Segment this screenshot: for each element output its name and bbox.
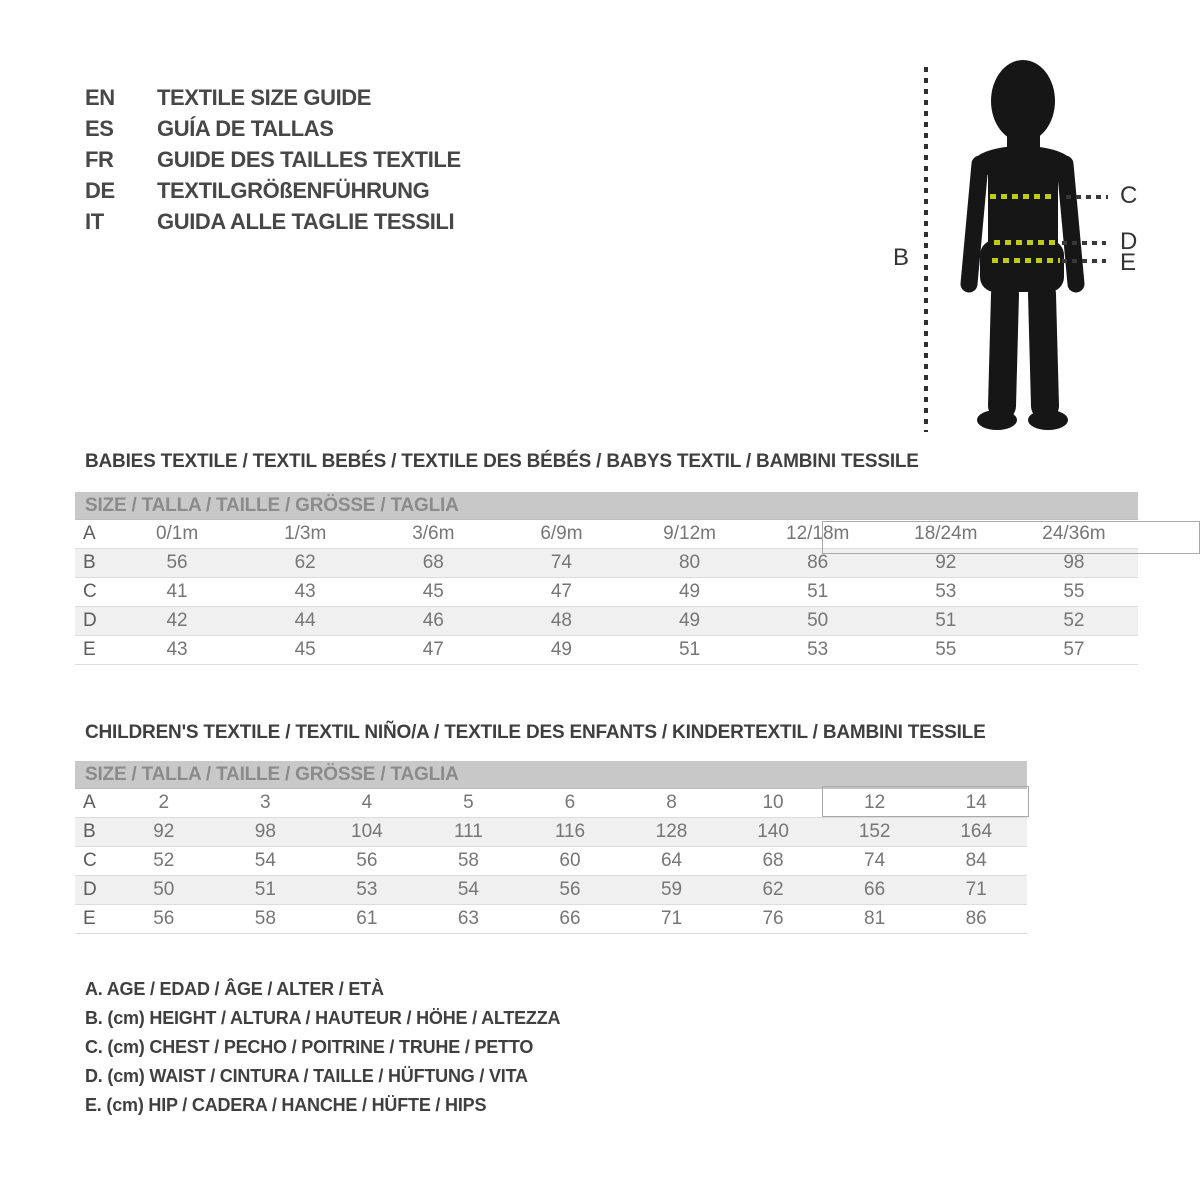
size-cell: 98 — [1010, 549, 1138, 578]
size-cell: 3/6m — [369, 520, 497, 549]
size-cell: 98 — [215, 818, 317, 847]
size-cell: 8 — [621, 789, 723, 818]
size-cell: 59 — [621, 876, 723, 905]
size-cell: 46 — [369, 607, 497, 636]
language-code: IT — [85, 208, 104, 234]
size-cell: 51 — [215, 876, 317, 905]
table-row — [75, 876, 1027, 905]
size-cell: 6/9m — [497, 520, 625, 549]
measurement-legend — [85, 975, 560, 1120]
size-cell: 80 — [626, 549, 754, 578]
size-cell: 41 — [113, 578, 241, 607]
size-cell: 6 — [519, 789, 621, 818]
waist-leader-line — [1062, 241, 1106, 245]
chest-dotted-line — [990, 194, 1056, 199]
row-label: E — [75, 636, 113, 665]
children-table — [75, 789, 1027, 934]
size-cell: 18/24m — [882, 520, 1010, 549]
size-cell: 56 — [113, 905, 215, 934]
height-label: B — [893, 244, 910, 271]
waist-label: D — [1120, 228, 1138, 255]
size-cell: 0/1m — [113, 520, 241, 549]
language-list — [85, 82, 461, 237]
size-cell: 55 — [1010, 578, 1138, 607]
size-cell: 50 — [113, 876, 215, 905]
size-cell: 1/3m — [241, 520, 369, 549]
hip-leader-line — [1062, 259, 1106, 263]
size-cell: 51 — [626, 636, 754, 665]
size-cell: 81 — [824, 905, 926, 934]
chest-leader-line — [1066, 195, 1108, 199]
table-row — [75, 818, 1027, 847]
table-row — [75, 607, 1138, 636]
height-dotted-line — [924, 67, 928, 432]
size-cell: 64 — [621, 847, 723, 876]
size-cell: 140 — [722, 818, 824, 847]
table-row — [75, 578, 1138, 607]
language-title: GUIDA ALLE TAGLIE TESSILI — [157, 208, 455, 234]
children-section-heading: CHILDREN'S TEXTILE / TEXTIL NIÑO/A / TEXTILE DES ENFANTS / KINDERTEXTIL / BAMBINI TESSILE — [85, 722, 986, 743]
size-cell: 60 — [519, 847, 621, 876]
row-label: D — [75, 607, 113, 636]
size-cell: 58 — [215, 905, 317, 934]
size-cell: 43 — [241, 578, 369, 607]
children-table-body — [75, 789, 1027, 934]
size-cell: 44 — [241, 607, 369, 636]
size-cell: 48 — [497, 607, 625, 636]
size-cell: 9/12m — [626, 520, 754, 549]
size-cell: 2 — [113, 789, 215, 818]
row-label: E — [75, 905, 113, 934]
babies-section-heading: BABIES TEXTILE / TEXTIL BEBÉS / TEXTILE DES BÉBÉS / BABYS TEXTIL / BAMBINI TESSILE — [85, 451, 919, 472]
size-cell: 51 — [754, 578, 882, 607]
size-cell: 71 — [621, 905, 723, 934]
language-row-it — [85, 206, 461, 237]
size-cell: 92 — [113, 818, 215, 847]
row-label: A — [75, 789, 113, 818]
size-cell: 71 — [925, 876, 1027, 905]
size-cell: 54 — [418, 876, 520, 905]
language-code: DE — [85, 177, 115, 203]
legend-chest: C. (cm) CHEST / PECHO / POITRINE / TRUHE / PETTO — [85, 1037, 534, 1057]
language-code: FR — [85, 146, 114, 172]
size-cell: 53 — [882, 578, 1010, 607]
size-cell: 86 — [925, 905, 1027, 934]
row-label: A — [75, 520, 113, 549]
table-row — [75, 520, 1138, 549]
size-cell: 5 — [418, 789, 520, 818]
language-code: ES — [85, 115, 114, 141]
row-label: B — [75, 549, 113, 578]
language-row-en — [85, 82, 461, 113]
legend-waist: D. (cm) WAIST / CINTURA / TAILLE / HÜFTUNG / VITA — [85, 1066, 528, 1086]
row-label: B — [75, 818, 113, 847]
size-cell: 74 — [824, 847, 926, 876]
language-title: TEXTILGRÖßENFÜHRUNG — [157, 177, 430, 203]
size-cell: 66 — [519, 905, 621, 934]
size-cell: 74 — [497, 549, 625, 578]
size-cell: 12/18m — [754, 520, 882, 549]
legend-age: A. AGE / EDAD / ÂGE / ALTER / ETÀ — [85, 979, 384, 999]
size-cell: 4 — [316, 789, 418, 818]
size-cell: 63 — [418, 905, 520, 934]
babies-size-table — [75, 492, 1138, 665]
row-label: D — [75, 876, 113, 905]
size-cell: 49 — [626, 607, 754, 636]
size-cell: 56 — [519, 876, 621, 905]
children-size-table — [75, 761, 1027, 934]
size-cell: 45 — [241, 636, 369, 665]
table-row — [75, 847, 1027, 876]
size-cell: 49 — [626, 578, 754, 607]
language-row-fr — [85, 144, 461, 175]
table-row — [75, 549, 1138, 578]
waist-dotted-line — [994, 240, 1060, 245]
size-cell: 52 — [1010, 607, 1138, 636]
size-cell: 164 — [925, 818, 1027, 847]
size-cell: 128 — [621, 818, 723, 847]
language-row-es — [85, 113, 461, 144]
size-cell: 56 — [316, 847, 418, 876]
size-cell: 43 — [113, 636, 241, 665]
size-cell: 42 — [113, 607, 241, 636]
language-title: TEXTILE SIZE GUIDE — [157, 84, 372, 110]
size-cell: 53 — [316, 876, 418, 905]
chest-label: C — [1120, 182, 1138, 209]
size-cell: 51 — [882, 607, 1010, 636]
size-cell: 14 — [925, 789, 1027, 818]
child-silhouette-icon — [958, 58, 1088, 438]
legend-hip: E. (cm) HIP / CADERA / HANCHE / HÜFTE / HIPS — [85, 1095, 487, 1115]
hip-label: E — [1120, 249, 1137, 276]
size-cell: 47 — [369, 636, 497, 665]
size-cell: 84 — [925, 847, 1027, 876]
size-cell: 47 — [497, 578, 625, 607]
language-row-de — [85, 175, 461, 206]
language-title: GUÍA DE TALLAS — [157, 115, 334, 141]
size-cell: 12 — [824, 789, 926, 818]
table-row — [75, 636, 1138, 665]
size-cell: 55 — [882, 636, 1010, 665]
size-header-bar: SIZE / TALLA / TAILLE / GRÖSSE / TAGLIA — [75, 761, 1027, 789]
size-cell: 68 — [722, 847, 824, 876]
legend-height: B. (cm) HEIGHT / ALTURA / HAUTEUR / HÖHE / ALTEZZA — [85, 1008, 561, 1028]
size-cell: 45 — [369, 578, 497, 607]
table-row — [75, 789, 1027, 818]
size-cell: 52 — [113, 847, 215, 876]
size-cell: 111 — [418, 818, 520, 847]
size-cell: 58 — [418, 847, 520, 876]
language-code: EN — [85, 84, 115, 110]
size-cell: 104 — [316, 818, 418, 847]
size-header-bar: SIZE / TALLA / TAILLE / GRÖSSE / TAGLIA — [75, 492, 1138, 520]
size-cell: 86 — [754, 549, 882, 578]
row-label: C — [75, 847, 113, 876]
size-cell: 50 — [754, 607, 882, 636]
babies-table — [75, 520, 1138, 665]
size-cell: 66 — [824, 876, 926, 905]
size-cell: 10 — [722, 789, 824, 818]
size-cell: 152 — [824, 818, 926, 847]
hip-dotted-line — [992, 258, 1060, 263]
size-cell: 56 — [113, 549, 241, 578]
table-row — [75, 905, 1027, 934]
size-cell: 57 — [1010, 636, 1138, 665]
size-cell: 76 — [722, 905, 824, 934]
size-cell: 53 — [754, 636, 882, 665]
size-cell: 49 — [497, 636, 625, 665]
size-cell: 92 — [882, 549, 1010, 578]
size-cell: 61 — [316, 905, 418, 934]
size-cell: 54 — [215, 847, 317, 876]
size-cell: 68 — [369, 549, 497, 578]
language-title: GUIDE DES TAILLES TEXTILE — [157, 146, 461, 172]
size-cell: 62 — [241, 549, 369, 578]
row-label: C — [75, 578, 113, 607]
babies-table-body — [75, 520, 1138, 665]
size-cell: 24/36m — [1010, 520, 1138, 549]
size-cell: 116 — [519, 818, 621, 847]
size-cell: 62 — [722, 876, 824, 905]
size-cell: 3 — [215, 789, 317, 818]
